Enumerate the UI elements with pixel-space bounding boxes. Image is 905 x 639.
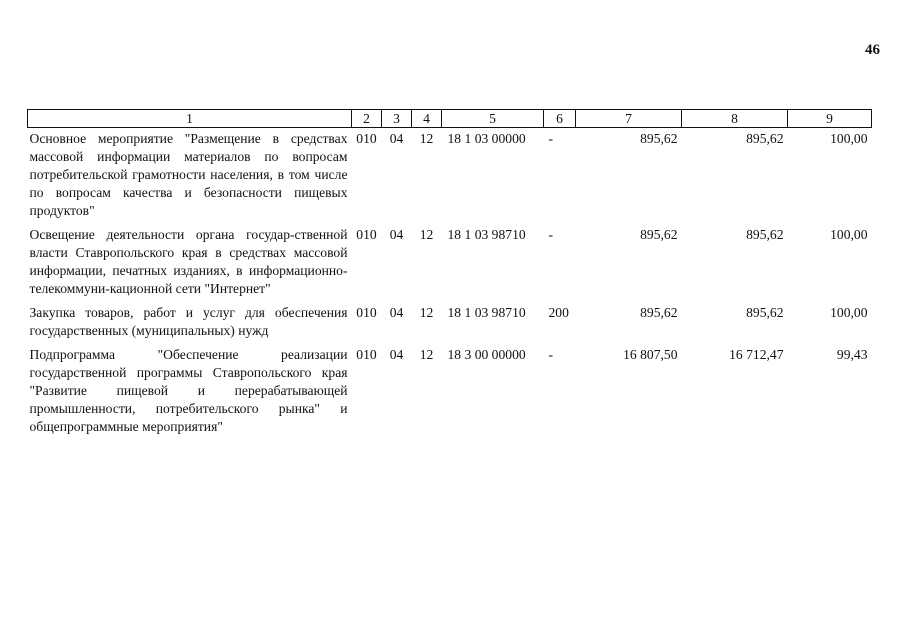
section-code: 04 — [389, 347, 404, 362]
actual-amount: 16 712,47 — [729, 347, 784, 362]
header-cell: 2 — [352, 110, 382, 128]
header-cell: 4 — [412, 110, 442, 128]
table-row — [28, 128, 872, 225]
ministry-code: 010 — [356, 131, 377, 146]
target-article-code: 18 1 03 98710 — [447, 305, 526, 320]
execution-percent: 99,43 — [836, 347, 868, 362]
header-cell: 5 — [442, 110, 544, 128]
expense-type-code: - — [548, 131, 554, 146]
section-code: 04 — [389, 305, 404, 320]
planned-amount: 16 807,50 — [623, 347, 678, 362]
budget-table — [27, 109, 872, 440]
actual-amount: 895,62 — [746, 131, 784, 146]
target-article-code: 18 1 03 98710 — [447, 227, 526, 242]
subsection-code: 12 — [419, 347, 434, 362]
header-cell: 8 — [682, 110, 788, 128]
ministry-code: 010 — [356, 305, 377, 320]
row-description: Закупка товаров, работ и услуг для обеспечения государственных (муниципальных) нужд — [29, 305, 348, 338]
row-description: Освещение деятельности органа государ-ственной власти Ставропольского края в средствах массовой информации, печатных изданиях, в информационно-телекоммуни-кационной сети "Интернет" — [29, 227, 348, 296]
execution-percent: 100,00 — [830, 305, 868, 320]
actual-amount: 895,62 — [746, 227, 784, 242]
planned-amount: 895,62 — [640, 131, 678, 146]
subsection-code: 12 — [419, 227, 434, 242]
section-code: 04 — [389, 227, 404, 242]
target-article-code: 18 1 03 00000 — [447, 131, 526, 146]
subsection-code: 12 — [419, 131, 434, 146]
expense-type-code: 200 — [548, 305, 569, 320]
expense-type-code: - — [548, 347, 554, 362]
header-cell: 7 — [576, 110, 682, 128]
header-cell: 1 — [28, 110, 352, 128]
execution-percent: 100,00 — [830, 227, 868, 242]
execution-percent: 100,00 — [830, 131, 868, 146]
row-description: Основное мероприятие "Размещение в средствах массовой информации материалов по вопросам потребительской грамотности населения, в том числе по вопросам качества и безопасности пищевых продуктов" — [29, 131, 348, 218]
target-article-code: 18 3 00 00000 — [447, 347, 526, 362]
header-cell: 3 — [382, 110, 412, 128]
row-description: Подпрограмма "Обеспечение реализации государственной программы Ставропольского края "Развитие пищевой и перерабатывающей промышленности, потребительского рынка" и общепрограммные мероприятия" — [29, 347, 348, 434]
section-code: 04 — [389, 131, 404, 146]
expense-type-code: - — [548, 227, 554, 242]
ministry-code: 010 — [356, 347, 377, 362]
header-cell: 6 — [544, 110, 576, 128]
page-number: 46 — [865, 42, 880, 58]
table-row — [28, 344, 872, 440]
table-row — [28, 224, 872, 302]
planned-amount: 895,62 — [640, 227, 678, 242]
ministry-code: 010 — [356, 227, 377, 242]
header-row — [28, 110, 872, 128]
table-row — [28, 302, 872, 344]
planned-amount: 895,62 — [640, 305, 678, 320]
subsection-code: 12 — [419, 305, 434, 320]
header-cell: 9 — [788, 110, 872, 128]
actual-amount: 895,62 — [746, 305, 784, 320]
